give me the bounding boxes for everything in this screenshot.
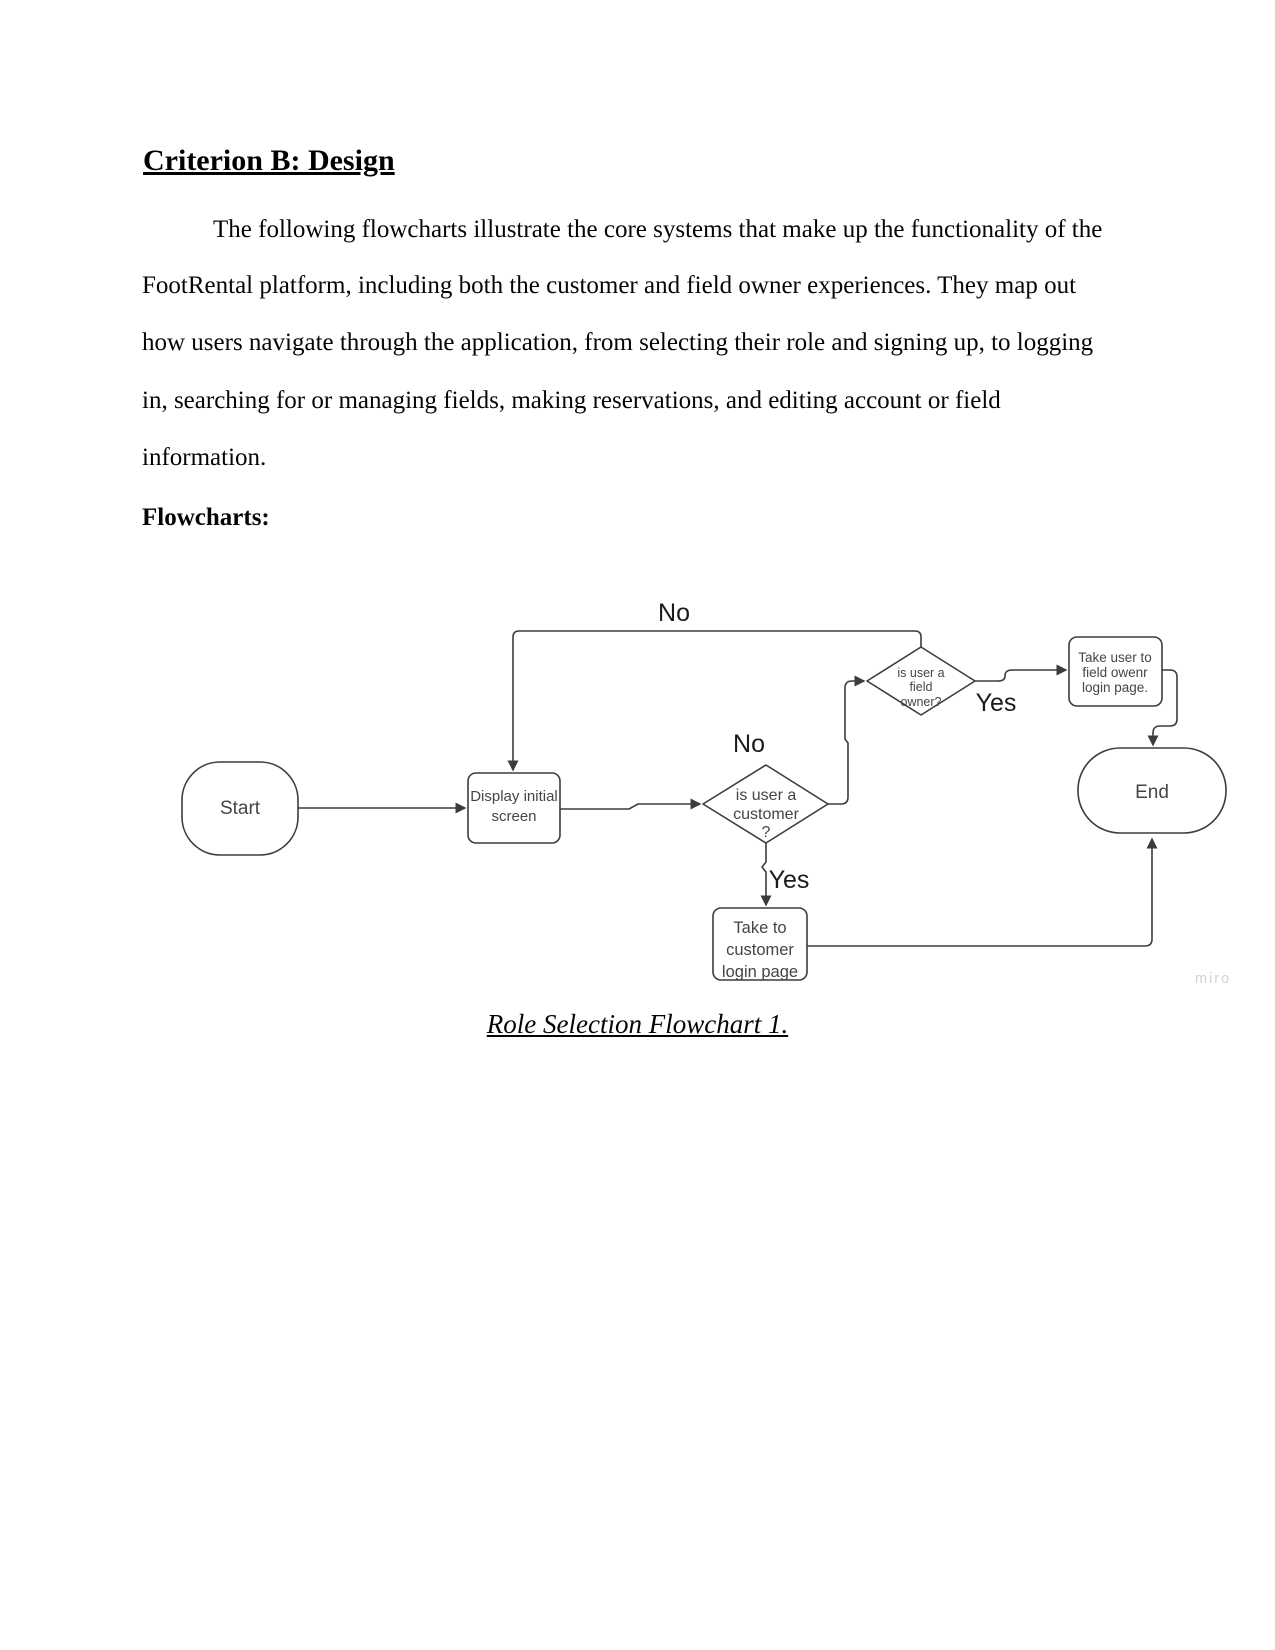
yes-customer-label: Yes [768,866,810,894]
intro-line: information. [142,444,267,471]
edge-customer-no-to-owner-decision [828,681,864,804]
customer-decision-line: customer [733,806,799,823]
intro-line: FootRental platform, including both the customer and field owner experiences. They map out [142,272,1077,299]
end-label: End [1135,782,1169,803]
customer-login-line: login page [721,963,799,981]
owner-login-line: Take user to [1078,650,1152,665]
display-initial-line: screen [491,808,537,825]
customer-login-line: customer [726,941,794,959]
edge-owner-no-return-to-display [513,631,921,770]
customer-decision-line: ? [761,824,771,841]
owner-login-line: login page. [1081,680,1149,695]
display-initial-line: Display initial [470,788,558,805]
edge-owner-yes-to-owner-login [975,670,1066,681]
no-return-label: No [658,599,690,627]
miro-watermark: miro [1195,971,1232,987]
intro-line: in, searching for or managing fields, making reservations, and editing account or field [142,387,1001,414]
yes-owner-label: Yes [975,689,1017,717]
owner-decision-line: field [909,680,933,694]
owner-login-line: field owenr [1082,665,1148,680]
start-label: Start [219,798,261,819]
intro-line: The following flowcharts illustrate the core systems that make up the functionality of the [213,216,1103,243]
edge-display-to-customer-decision [560,804,700,809]
flowcharts-label: Flowcharts: [142,504,270,531]
owner-decision-line: is user a [897,666,945,680]
customer-decision-line: is user a [735,787,797,804]
section-heading: Criterion B: Design [143,144,395,177]
edge-customer-yes-to-customer-login [762,843,766,905]
customer-login-line: Take to [733,919,787,937]
figure-caption: Role Selection Flowchart 1. [486,1009,789,1039]
no-branch-label: No [733,730,765,758]
owner-decision-line: owner? [900,695,942,709]
edge-customer-login-to-end [807,839,1152,946]
intro-line: how users navigate through the application, from selecting their role and signing up, to logging [142,329,1094,356]
